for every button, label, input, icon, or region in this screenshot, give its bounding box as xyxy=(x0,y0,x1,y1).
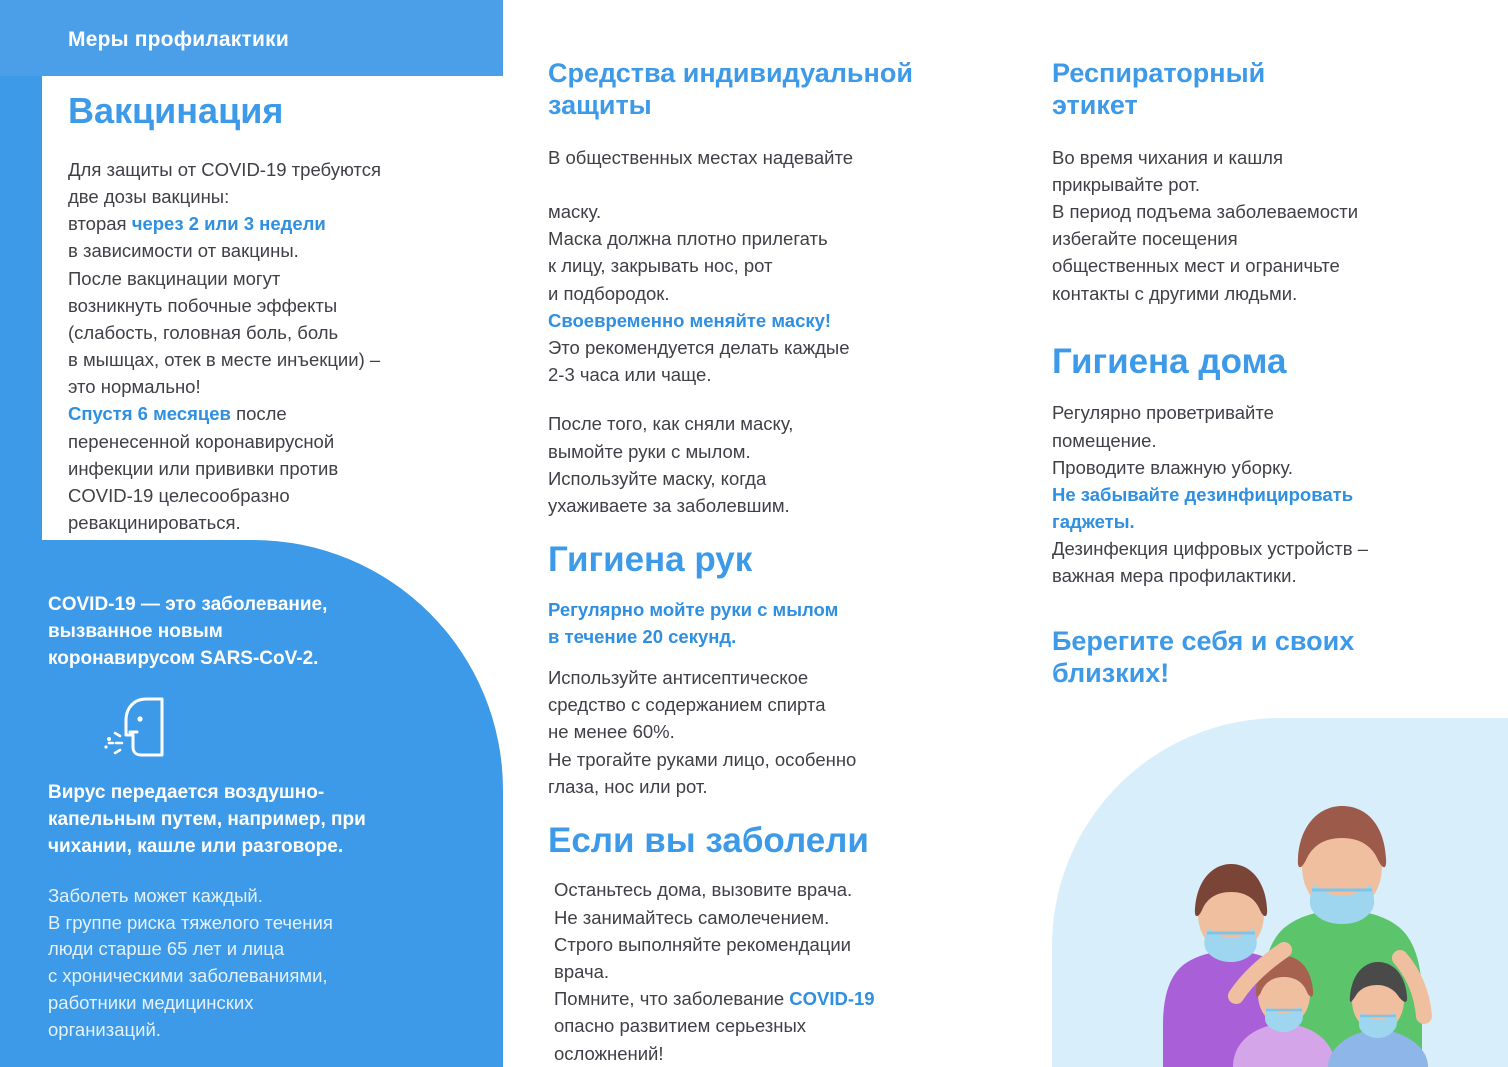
section-title-ppe: Средства индивидуальной защиты xyxy=(548,58,913,120)
closing-message: Берегите себя и своих близких! xyxy=(1052,625,1355,688)
covid-info-panel xyxy=(0,540,503,1067)
covid-definition: COVID-19 — это заболевание, вызванное новым коронавирусом SARS-CoV-2. xyxy=(48,594,328,669)
home-hygiene-paragraph: Регулярно проветривайте помещение. Проводите влажную уборку. Не забывайте дезинфицировать гаджеты. Дезинфекция цифровых устройств – важная мера профилактики. xyxy=(1052,402,1369,587)
header-title: Меры профилактики xyxy=(68,28,289,51)
ppe-paragraph: В общественных местах надевайте маску. Маска должна плотно прилегать к лицу, закрывать нос, рот и подбородок. Своевременно меняйте маску! Это рекомендуется делать каждые 2-3 часа или чаще. xyxy=(548,146,854,386)
section-title-hand-hygiene: Гигиена рук xyxy=(548,540,753,580)
family-wearing-masks-illustration xyxy=(1052,718,1508,1067)
section-title-home-hygiene: Гигиена дома xyxy=(1052,341,1287,381)
if-sick-paragraph: Останьтесь дома, вызовите врача. Не занимайтесь самолечением. Строго выполняйте рекомендации врача. Помните, что заболевание COVID-19 опасно развитием серьезных осложнений! xyxy=(554,879,875,1064)
page-title-vaccination: Вакцинация xyxy=(68,90,284,131)
section-title-if-sick: Если вы заболели xyxy=(548,820,869,860)
respiratory-etiquette-text: Во время чихания и кашля прикрывайте рот. В период подъема заболеваемости избегайте посещения общественных мест и ограничьте контакты с другими людьми. xyxy=(1052,146,1359,304)
section-title-respiratory-etiquette: Респираторный этикет xyxy=(1052,58,1266,120)
transmission-text: Вирус передается воздушно- капельным путем, например, при чихании, кашле или разговоре. xyxy=(48,781,366,857)
hand-hygiene-accent: Регулярно мойте руки с мылом в течение 20 секунд. xyxy=(548,598,839,647)
ppe-paragraph-2: После того, как сняли маску, вымойте руки с мылом. Используйте маску, когда ухаживаете за заболевшим. xyxy=(548,413,794,516)
column-etiquette xyxy=(1052,58,1472,711)
vaccination-paragraph: Для защиты от COVID-19 требуются две дозы вакцины: вторая через 2 или 3 недели в зависимости от вакцины. После вакцинации могут возникнуть побочные эффекты (слабость, головная боль, боль в мышцах, отек в месте инъекции) – это нормально! Спустя 6 месяцев после перенесенной коронавирусной инфекции или прививки против COVID-19 целесообразно ревакцинироваться. xyxy=(68,158,381,534)
risk-group-text: Заболеть может каждый. В группе риска тяжелого течения люди старше 65 лет и лица с хроническими заболеваниями, работники медицинских организаций. xyxy=(48,884,333,1040)
header-chip xyxy=(0,0,503,76)
sneezing-head-icon xyxy=(100,695,458,766)
hand-hygiene-text: Используйте антисептическое средство с содержанием спирта не менее 60%. Не трогайте руками лицо, особенно глаза, нос или рот. xyxy=(548,667,857,797)
column-vaccination xyxy=(68,92,488,536)
column-protection xyxy=(548,58,968,1067)
